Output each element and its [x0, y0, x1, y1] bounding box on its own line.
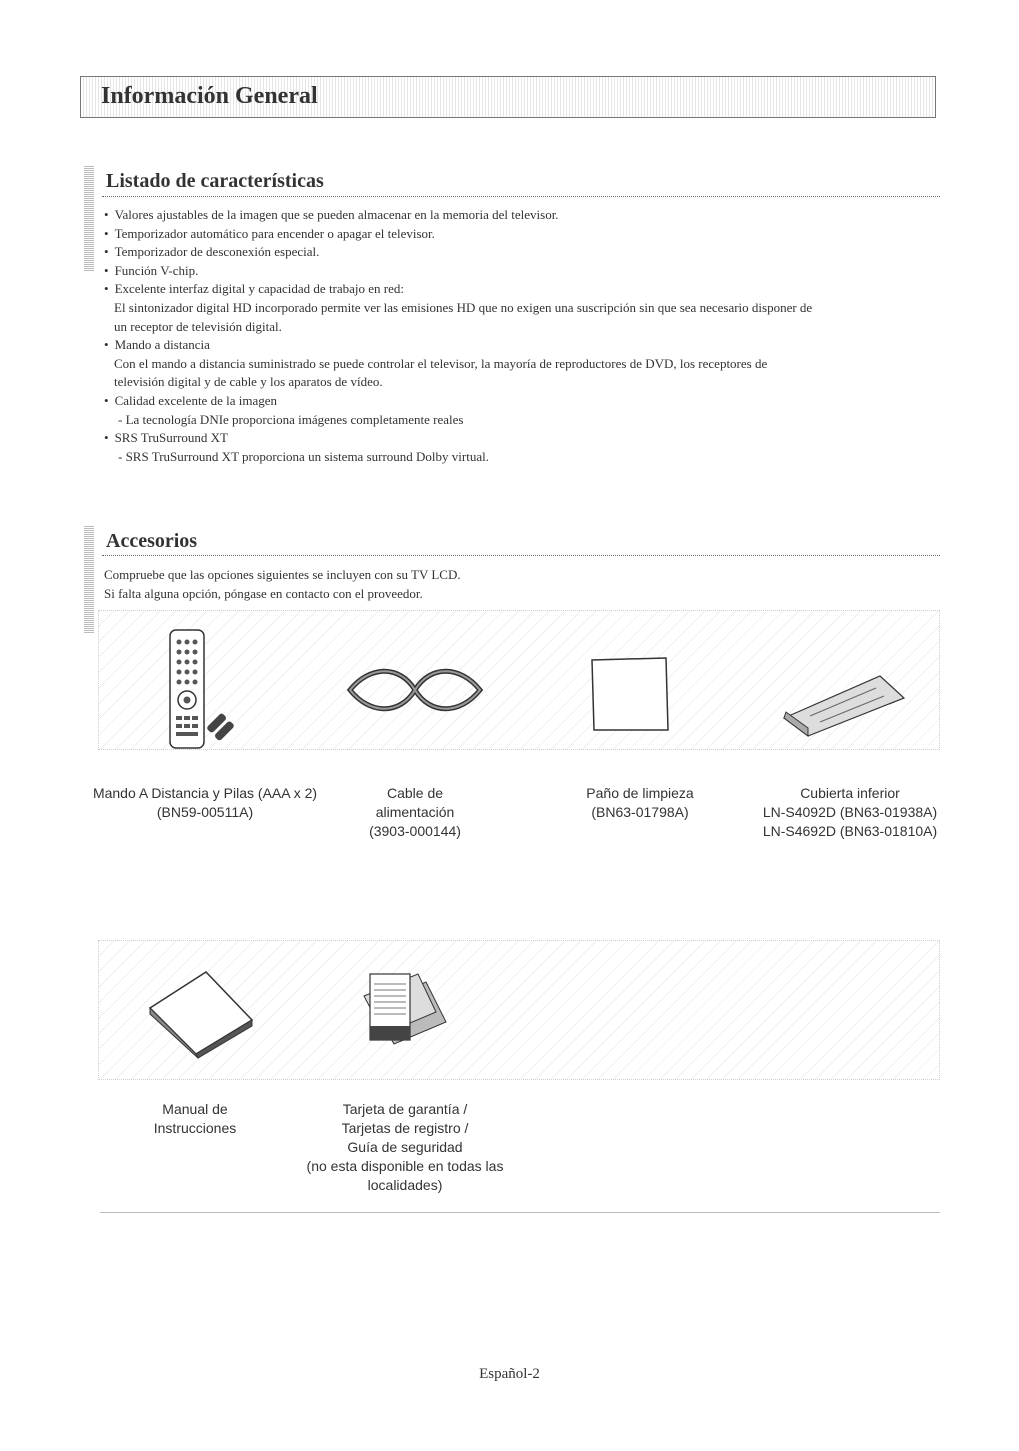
accessory-caption-remote: Mando A Distancia y Pilas (AAA x 2) (BN59-00511A)	[92, 785, 318, 820]
page-title: Información General	[101, 83, 318, 109]
section-marker-features	[84, 166, 94, 272]
feature-item: • SRS TruSurround XT	[104, 429, 940, 448]
warranty-cards-icon	[356, 966, 452, 1046]
feature-item: • Temporizador automático para encender o apagar el televisor.	[104, 225, 940, 244]
feature-list	[104, 206, 940, 466]
feature-detail: - SRS TruSurround XT proporciona un sistema surround Dolby virtual.	[118, 448, 489, 464]
features-heading-rule	[102, 196, 940, 197]
page-number: Español-2	[479, 1366, 540, 1382]
accessory-caption-cover: Cubierta inferior LN-S4092D (BN63-01938A) LN-S4692D (BN63-01810A)	[762, 785, 938, 839]
accessory-caption-manual: Manual de Instrucciones	[153, 1101, 237, 1136]
accessory-caption-warranty: Tarjeta de garantía / Tarjetas de registro / Guía de seguridad (no esta disponible en todas las localidades)	[306, 1101, 504, 1193]
feature-detail: - La tecnología DNIe proporciona imágenes completamente reales	[118, 411, 464, 427]
feature-detail: televisión digital y de cable y los aparatos de vídeo.	[114, 374, 383, 390]
page-title-bar	[80, 76, 936, 118]
feature-item: • Excelente interfaz digital y capacidad de trabajo en red:	[104, 280, 940, 299]
accessories-intro	[104, 566, 934, 603]
feature-detail: Con el mando a distancia suministrado se puede controlar el televisor, la mayoría de reproductores de DVD, los receptores de	[114, 355, 768, 371]
accessory-caption-cable: Cable de alimentación (3903-000144)	[369, 785, 461, 839]
manual-book-icon	[146, 968, 256, 1058]
cleaning-cloth-icon	[590, 656, 670, 732]
feature-detail: un receptor de televisión digital.	[114, 318, 282, 334]
accessories-heading-rule	[102, 555, 940, 556]
bottom-cover-icon	[780, 668, 910, 738]
feature-detail: El sintonizador digital HD incorporado permite ver las emisiones HD que no exigen una suscripción sin que sea necesario disponer de	[114, 299, 813, 315]
remote-control-icon	[160, 628, 240, 758]
feature-item: • Función V-chip.	[104, 262, 940, 281]
accessories-intro-line: Compruebe que las opciones siguientes se incluyen con su TV LCD.	[104, 567, 461, 582]
features-heading: Listado de características	[106, 170, 324, 192]
accessories-intro-line: Si falta alguna opción, póngase en contacto con el proveedor.	[104, 585, 423, 601]
feature-item: • Mando a distancia	[104, 336, 940, 355]
accessories-heading: Accesorios	[106, 530, 198, 552]
feature-item: • Calidad excelente de la imagen	[104, 392, 940, 411]
accessory-caption-cloth: Paño de limpieza (BN63-01798A)	[586, 785, 694, 820]
bottom-divider	[100, 1212, 940, 1213]
section-marker-accessories	[84, 526, 94, 634]
feature-item: • Temporizador de desconexión especial.	[104, 243, 940, 262]
feature-item: • Valores ajustables de la imagen que se pueden almacenar en la memoria del televisor.	[104, 206, 940, 225]
power-cable-icon	[340, 660, 490, 720]
